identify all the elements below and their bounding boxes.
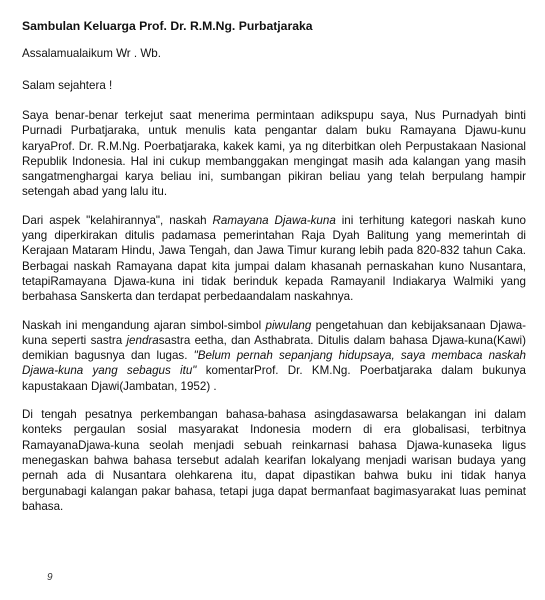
paragraph-4 bbox=[22, 407, 526, 514]
page-number: 9 bbox=[47, 572, 53, 583]
paragraph-3-italic-jendra: jendra bbox=[126, 333, 159, 347]
paragraph-3-text-a: Naskah ini mengandung ajaran simbol-simbol bbox=[22, 318, 266, 332]
paragraph-3-italic-piwulang: piwulang bbox=[265, 318, 312, 332]
paragraph-3 bbox=[22, 318, 526, 394]
greeting: Salam sejahtera ! bbox=[22, 79, 113, 92]
document-title: Sambulan Keluarga Prof. Dr. R.M.Ng. Purbatjaraka bbox=[22, 19, 313, 33]
paragraph-4-text: Di tengah pesatnya perkembangan bahasa-bahasa asingdasawarsa belakangan ini dalam konteks pergaulan sosial masyarakat Indonesia modern di era globalisasi, terbitnya RamayanaDjawa-kuna seolah menjadi sebuah reinkarnasi bahasa Djawa-kunaseka ligus menegaskan bahwa bahasa tersebut adalah kearifan lokalyang menjadi warisan budaya yang pernah ada di Nusantara olehkarena itu, dapat dipastikan bahwa buku ini tidak hanya bergunabagi kalangan pakar bahasa, tetapi juga dapat bermanfaat bagimasyarakat luas peminat bahasa. bbox=[22, 408, 526, 513]
paragraph-1 bbox=[22, 108, 526, 200]
paragraph-2 bbox=[22, 213, 526, 305]
paragraph-2-italic-title: Ramayana Djawa-kuna bbox=[212, 213, 336, 227]
paragraph-3-text-d: komentarProf. Dr. KM.Ng. Poerbatjaraka dalam bukunya kapustakaan Djawi(Jambatan, 1952) . bbox=[22, 364, 527, 393]
paragraph-1-text: Saya benar-benar terkejut saat menerima permintaan adikspupu saya, Nus Purnadyah binti Purnadi Purbatjaraka, untuk menulis kata pengantar dalam buku Ramayana Djawu-kunu karyaProf. Dr. R.M.Ng. Poerbatjaraka, kakek kami, ya ng diterbitkan oleh Perpustakaan Nasional Republik Indonesia. Hal ini cukup membanggakan mengingat masih ada kalangan yang masih sangatmenghargai karya beliau ini, sumbangan pikiran beliau yang telah berpulang hampir setengah abad yang lalu itu. bbox=[22, 109, 526, 199]
paragraph-3-text-c: sastra eetha, dan Asthabrata. Ditulis dalam bahasa Djawa-kuna(Kawi) demikian bagusnya dan lugas. bbox=[22, 333, 526, 363]
paragraph-3-text-b: pengetahuan dan kebijaksanaan Djawa-kuna seperti sastra bbox=[22, 318, 527, 347]
document-page bbox=[22, 18, 526, 527]
paragraph-3-italic-quote: "Belum pernah sepanjang hidupsaya, saya membaca naskah Djawa-kuna yang sebagus itu" bbox=[22, 349, 526, 378]
salutation: Assalamualaikum Wr . Wb. bbox=[22, 47, 161, 60]
paragraph-2-text-a: Dari aspek "kelahirannya", naskah bbox=[22, 213, 213, 227]
paragraph-2-text-b: ini terhitung kategori naskah kuno yang diperkirakan ditulis padamasa pemerintahan Raja Dyah Balitung yang memerintah di Kerajaan Mataram Hindu, Jawa Tengah, dan Jawa Timur kurang lebih pada 820-832 tahun Caka. Berbagai naskah Ramayana dapat kita jumpai dalam khasanah pernaskahan kuno Nusantara, tetapiRamayana Djawa-kuna ini tidak berinduk kepada Ramayanil Indiakarya Walmiki yang berbahasa Sanskerta dan terdapat perbedaandalam naskahnya. bbox=[22, 213, 526, 304]
